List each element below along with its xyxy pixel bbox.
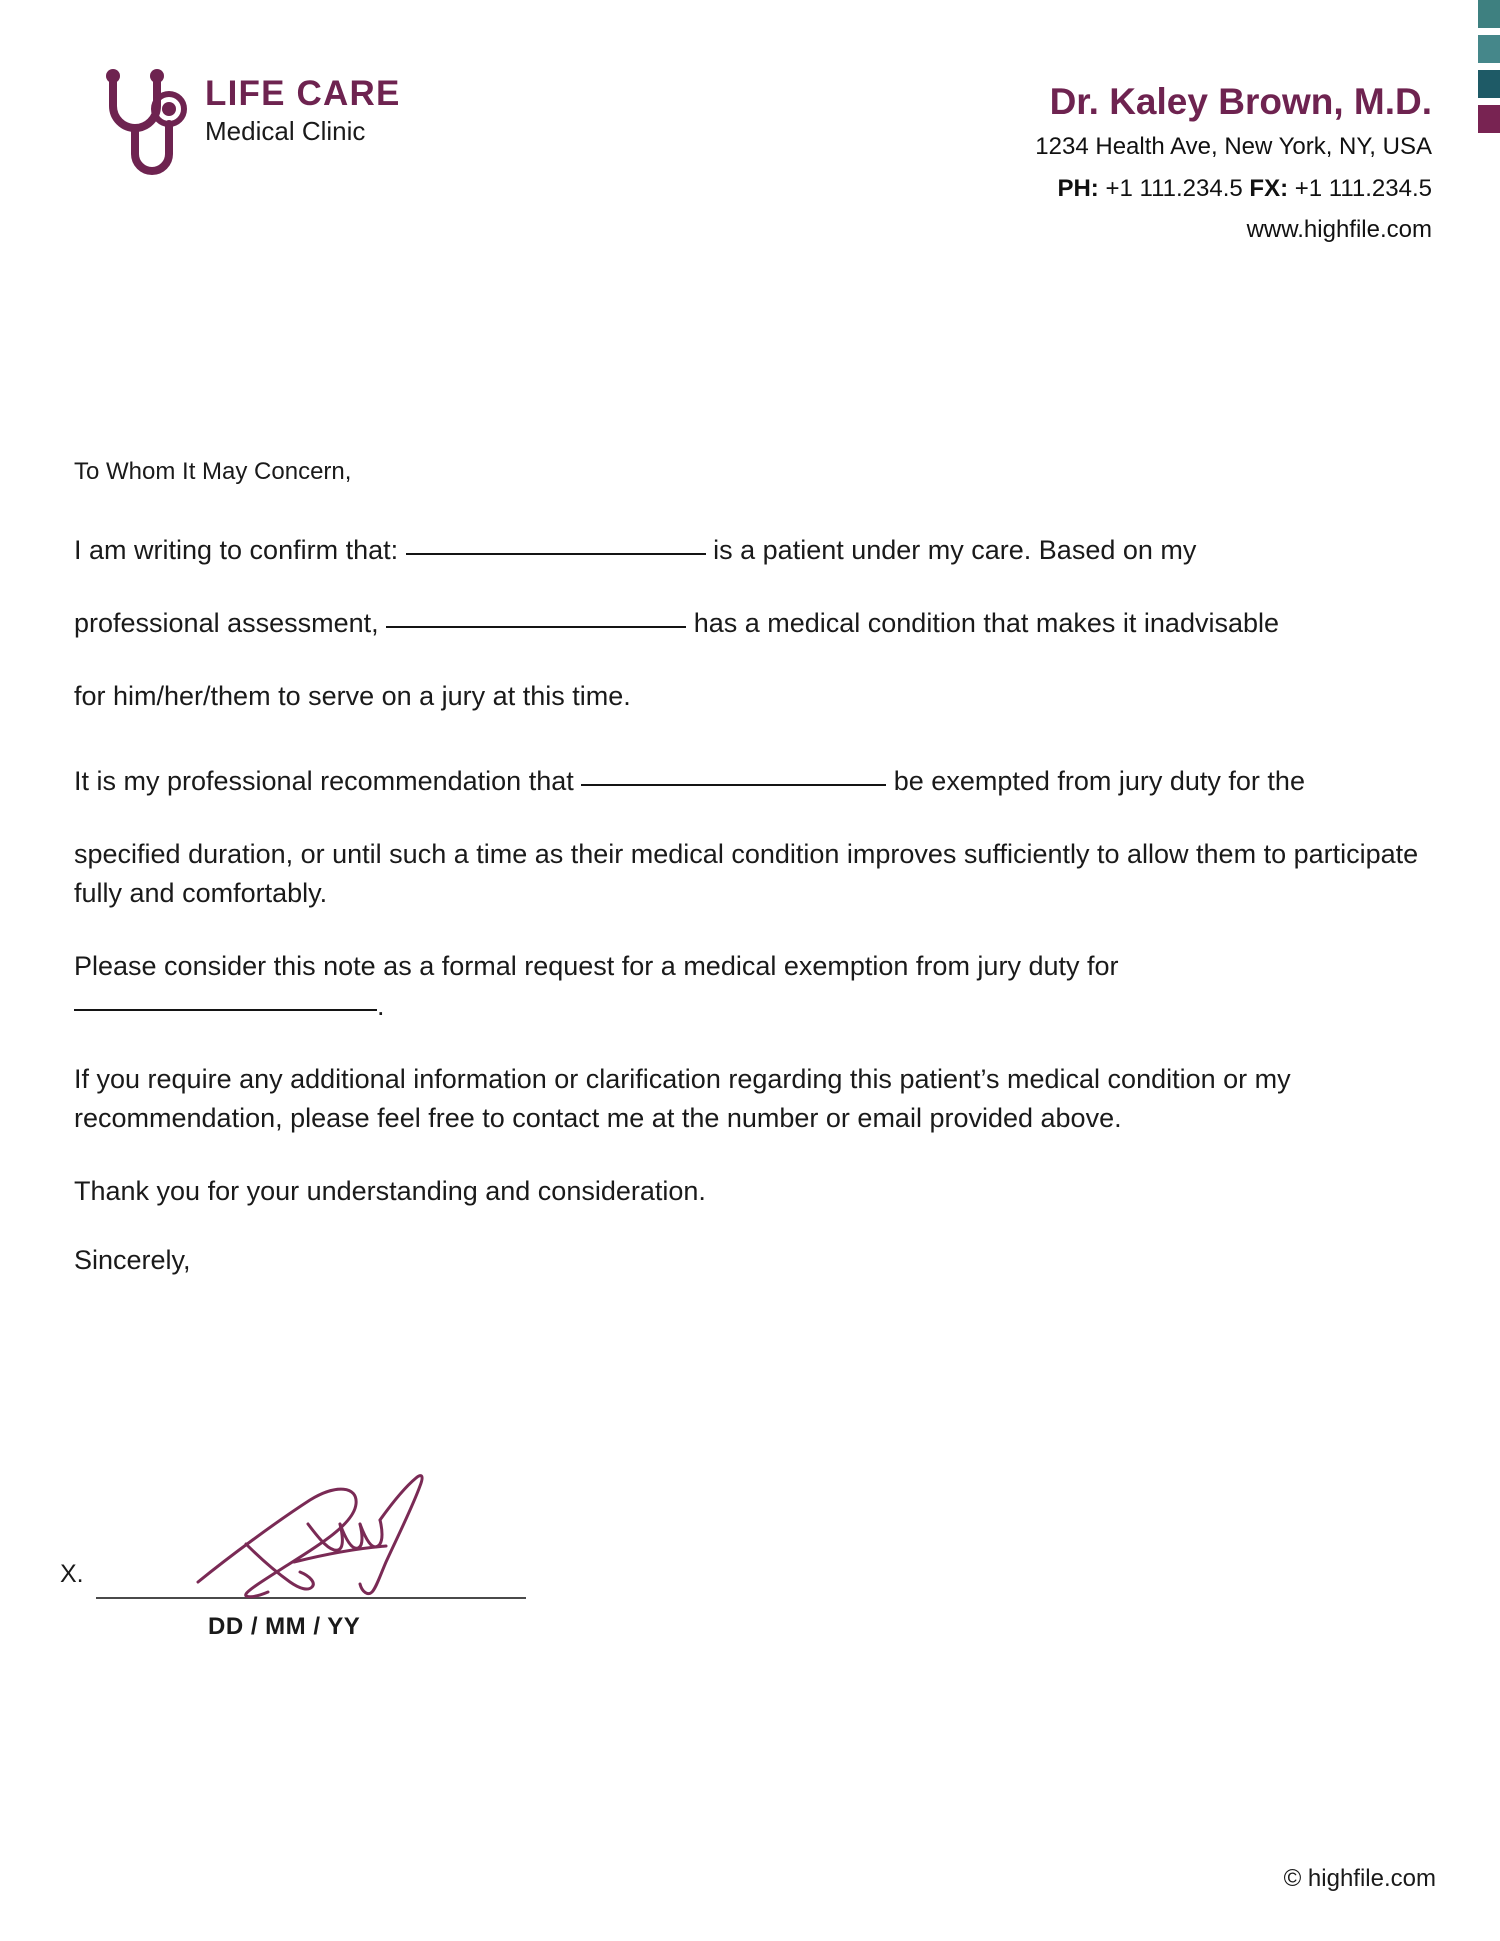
phone-label: PH: — [1057, 174, 1099, 202]
handwritten-signature — [190, 1470, 450, 1605]
paragraph-thanks: Thank you for your understanding and consideration. — [74, 1176, 706, 1206]
patient-name-blank-1[interactable] — [406, 553, 706, 555]
doctor-name: Dr. Kaley Brown, M.D. — [1049, 81, 1432, 122]
salutation: To Whom It May Concern, — [74, 458, 352, 485]
clinic-phone-fax — [1035, 170, 1432, 207]
letter-body — [74, 455, 1426, 1314]
p2-text-before: professional assessment, — [74, 607, 379, 638]
footer-copyright: © highfile.com — [1283, 1865, 1436, 1892]
paragraph-duration: specified duration, or until such a time as their medical condition improves sufficiently to allow them to participate fully and comfortably. — [74, 839, 1419, 909]
signature-line[interactable] — [96, 1597, 526, 1599]
clinic-address: 1234 Health Ave, New York, NY, USA — [1035, 133, 1432, 161]
closing-line: Sincerely, — [74, 1245, 191, 1276]
p2-text-after: has a medical condition that makes it inadvisable — [693, 607, 1280, 638]
brand-subtitle: Medical Clinic — [205, 115, 366, 146]
clinic-contact-block — [1035, 80, 1432, 248]
paragraph-confirm — [74, 531, 1426, 570]
paragraph-contact-info: If you require any additional information or clarification regarding this patient’s medical condition or my recommendation, please feel free to contact me at the number or email provided above. — [74, 1063, 1291, 1133]
paragraph-jury-service: for him/her/them to serve on a jury at this time. — [74, 680, 631, 711]
patient-name-blank-3[interactable] — [581, 784, 886, 786]
signature-block — [60, 1470, 620, 1670]
fax-value: +1 111.234.5 — [1294, 174, 1432, 202]
phone-value: +1 111.234.5 — [1105, 174, 1243, 202]
paragraph-recommendation — [74, 762, 1426, 801]
p1-text-after: is a patient under my care. Based on my — [713, 534, 1197, 565]
p4-text-before: It is my professional recommendation that — [74, 766, 574, 797]
brand-name: LIFE CARE — [205, 74, 401, 113]
p4-text-after: be exempted from jury duty for the — [893, 766, 1305, 797]
patient-name-blank-2[interactable] — [386, 626, 686, 628]
p6-text-after: . — [377, 990, 385, 1021]
clinic-website: www.highfile.com — [1246, 215, 1432, 243]
clinic-brand — [95, 62, 401, 180]
patient-name-blank-4[interactable] — [74, 1009, 377, 1011]
p1-text-before: I am writing to confirm that: — [74, 534, 399, 565]
paragraph-formal-request — [74, 947, 1426, 1025]
signature-x-mark: X. — [60, 1560, 84, 1588]
paragraph-assessment — [74, 604, 1426, 643]
fax-label: FX: — [1249, 174, 1289, 202]
p6-text-before: Please consider this note as a formal request for a medical exemption from jury duty for — [74, 951, 1119, 982]
date-placeholder: DD / MM / YY — [208, 1613, 361, 1640]
stethoscope-icon — [95, 62, 195, 180]
letterhead-header — [0, 0, 1500, 300]
